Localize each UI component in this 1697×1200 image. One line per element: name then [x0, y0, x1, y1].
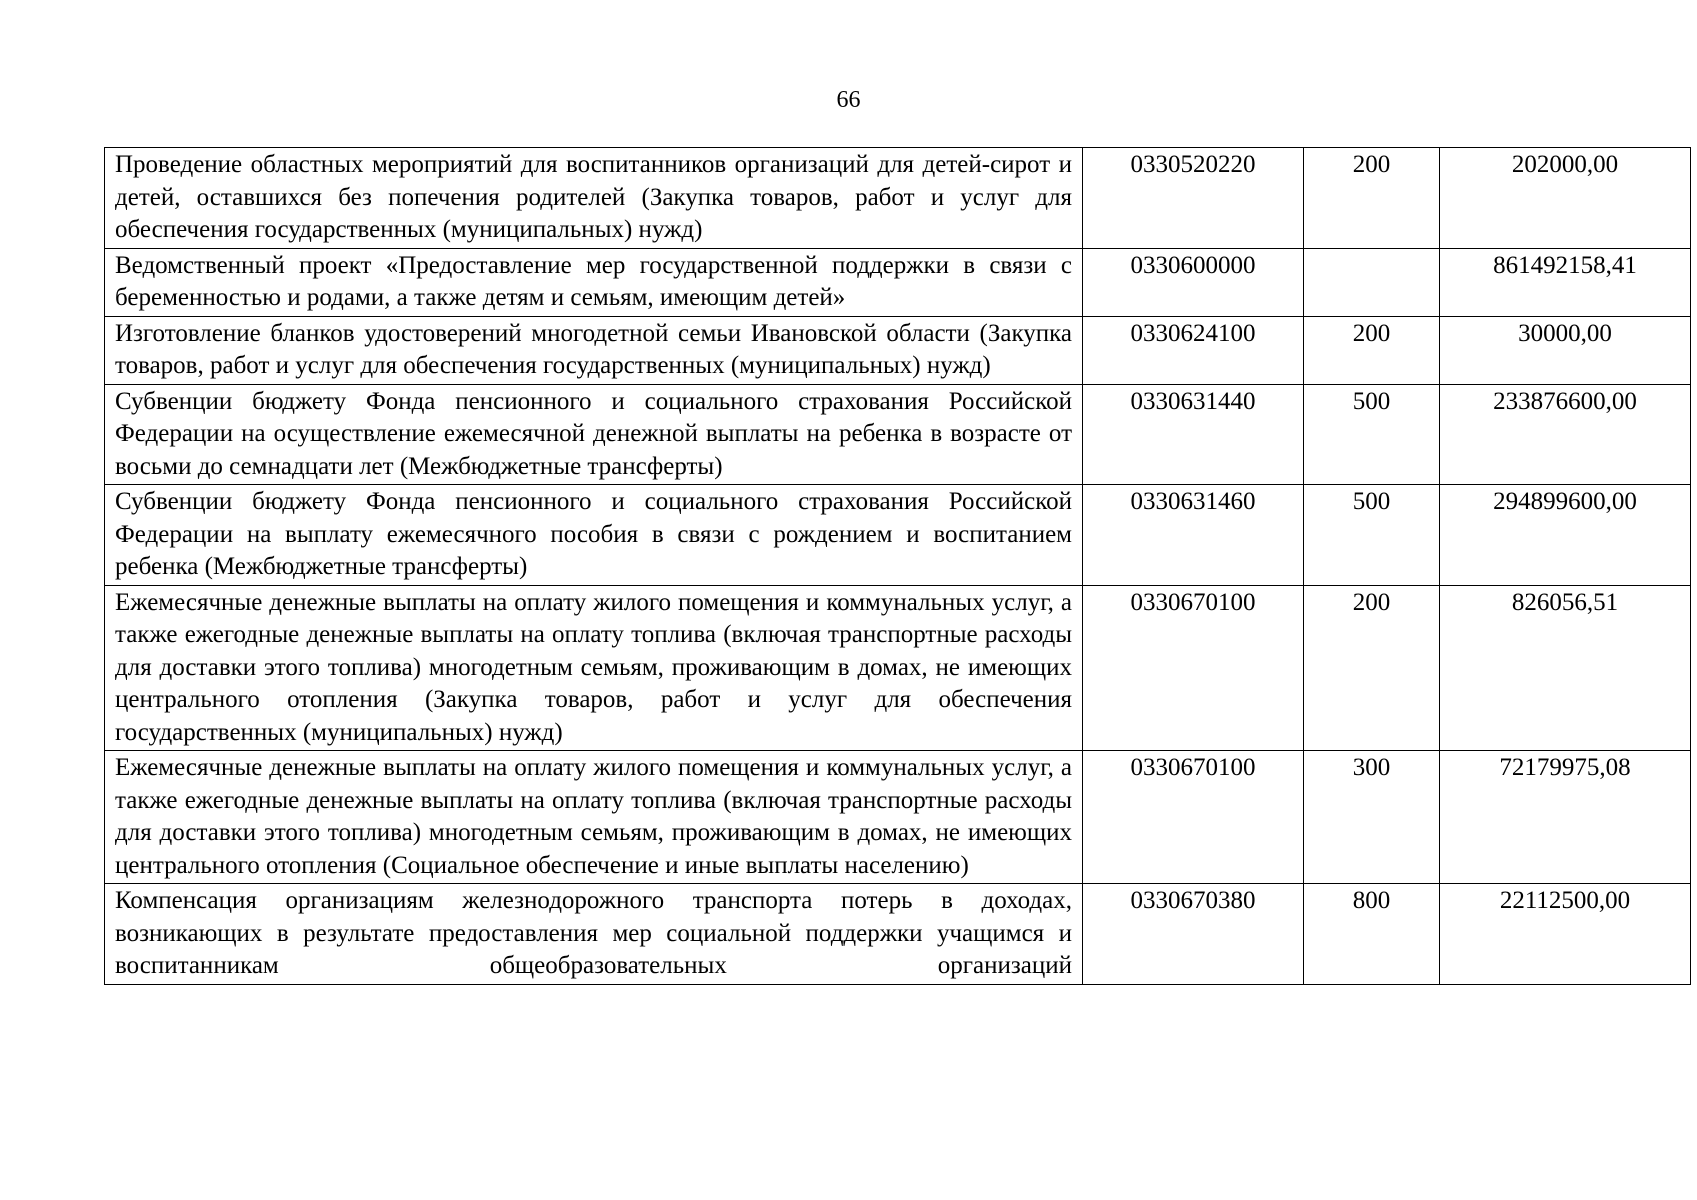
row-amount: 826056,51: [1440, 585, 1691, 751]
row-expense-type: 200: [1304, 585, 1440, 751]
row-expense-type: 500: [1304, 485, 1440, 586]
row-expense-type: 800: [1304, 884, 1440, 985]
row-target-code: 0330624100: [1083, 316, 1304, 384]
row-amount: 861492158,41: [1440, 248, 1691, 316]
row-target-code: 0330670100: [1083, 585, 1304, 751]
row-expense-type: 200: [1304, 148, 1440, 249]
row-expense-type: 500: [1304, 384, 1440, 485]
row-target-code: 0330600000: [1083, 248, 1304, 316]
row-description: Ведомственный проект «Предоставление мер государственной поддержки в связи с беременностью и родами, а также детям и семьям, имеющим детей»: [105, 248, 1083, 316]
row-target-code: 0330670100: [1083, 751, 1304, 884]
budget-table: [104, 147, 1691, 985]
table-row: [105, 316, 1691, 384]
row-description: Компенсация организациям железнодорожного транспорта потерь в доходах, возникающих в результате предоставления мер социальной поддержки учащимся и воспитанникам общеобразовательных организаций: [105, 884, 1083, 985]
row-expense-type: 300: [1304, 751, 1440, 884]
row-amount: 22112500,00: [1440, 884, 1691, 985]
row-expense-type: [1304, 248, 1440, 316]
row-description: Ежемесячные денежные выплаты на оплату жилого помещения и коммунальных услуг, а также ежегодные денежные выплаты на оплату топлива (включая транспортные расходы для доставки этого топлива) многодетным семьям, проживающим в домах, не имеющих центрального отопления (Закупка товаров, работ и услуг для обеспечения государственных (муниципальных) нужд): [105, 585, 1083, 751]
row-description: Субвенции бюджету Фонда пенсионного и социального страхования Российской Федерации на выплату ежемесячного пособия в связи с рождением и воспитанием ребенка (Межбюджетные трансферты): [105, 485, 1083, 586]
row-description: Изготовление бланков удостоверений многодетной семьи Ивановской области (Закупка товаров, работ и услуг для обеспечения государственных (муниципальных) нужд): [105, 316, 1083, 384]
table-row: [105, 751, 1691, 884]
table-row: [105, 884, 1691, 985]
row-amount: 30000,00: [1440, 316, 1691, 384]
row-target-code: 0330631440: [1083, 384, 1304, 485]
table-row: [105, 384, 1691, 485]
table-row: [105, 585, 1691, 751]
table-row: [105, 148, 1691, 249]
row-expense-type: 200: [1304, 316, 1440, 384]
page-number: 66: [836, 87, 861, 113]
row-description: Проведение областных мероприятий для воспитанников организаций для детей-сирот и детей, оставшихся без попечения родителей (Закупка товаров, работ и услуг для обеспечения государственных (муниципальных) нужд): [105, 148, 1083, 249]
row-amount: 294899600,00: [1440, 485, 1691, 586]
row-amount: 72179975,08: [1440, 751, 1691, 884]
row-description: Ежемесячные денежные выплаты на оплату жилого помещения и коммунальных услуг, а также ежегодные денежные выплаты на оплату топлива (включая транспортные расходы для доставки этого топлива) многодетным семьям, проживающим в домах, не имеющих центрального отопления (Социальное обеспечение и иные выплаты населению): [105, 751, 1083, 884]
table-row: [105, 485, 1691, 586]
row-amount: 202000,00: [1440, 148, 1691, 249]
row-target-code: 0330631460: [1083, 485, 1304, 586]
row-description: Субвенции бюджету Фонда пенсионного и социального страхования Российской Федерации на осуществление ежемесячной денежной выплаты на ребенка в возрасте от восьми до семнадцати лет (Межбюджетные трансферты): [105, 384, 1083, 485]
row-target-code: 0330670380: [1083, 884, 1304, 985]
row-target-code: 0330520220: [1083, 148, 1304, 249]
table-row: [105, 248, 1691, 316]
row-amount: 233876600,00: [1440, 384, 1691, 485]
